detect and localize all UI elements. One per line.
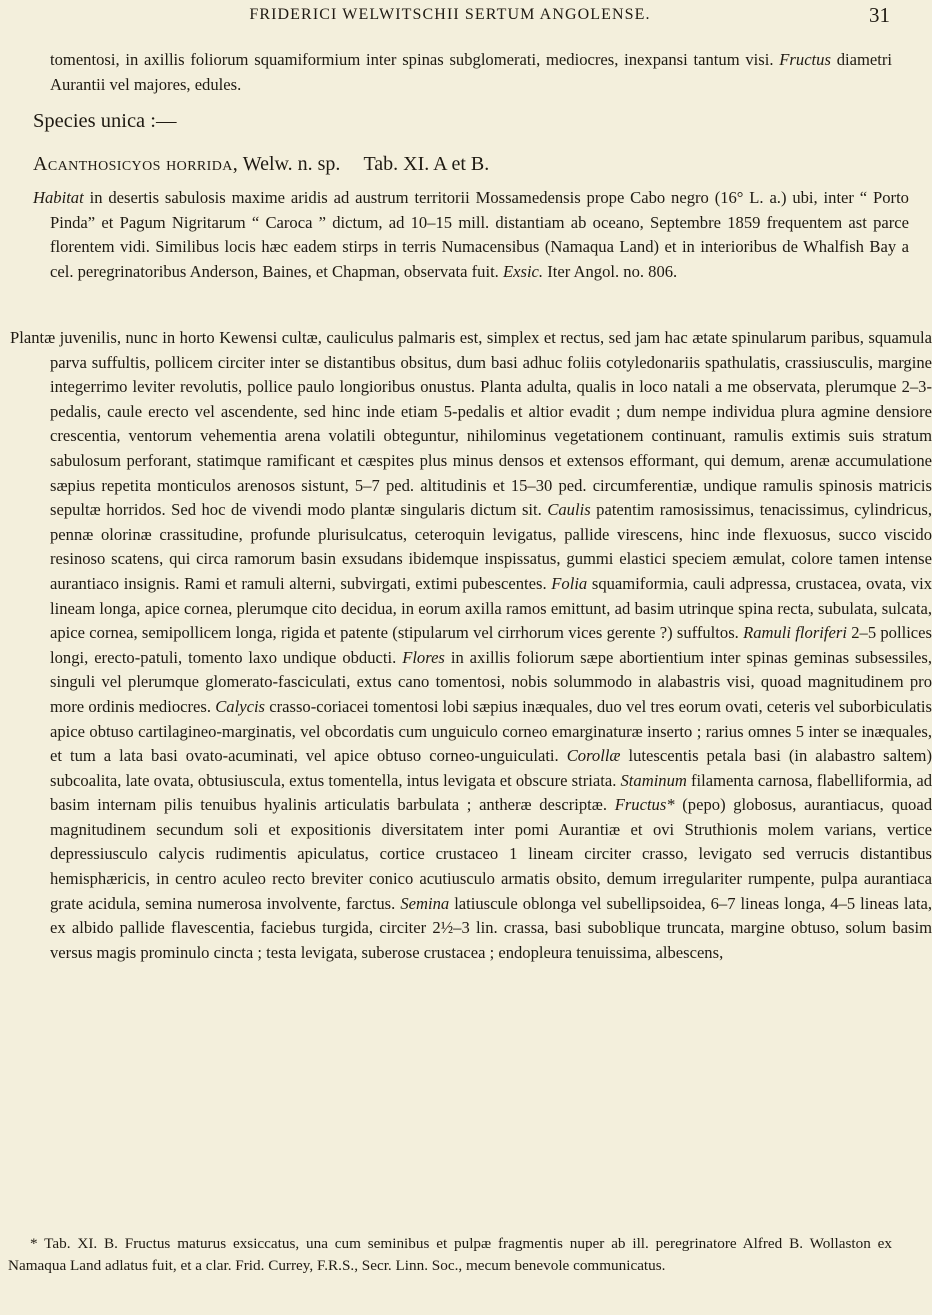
species-heading bbox=[33, 153, 489, 176]
exsic-label: Exsic. bbox=[502, 261, 544, 281]
footnote-rule bbox=[0, 1224, 900, 1225]
calycis-label: Calycis bbox=[215, 696, 266, 716]
caulis-label: Caulis bbox=[547, 500, 591, 520]
footnote: * Tab. XI. B. Fructus maturus exsiccatus, una cum seminibus et pulpæ fragmentis nuper ab ill. peregrinatore Alfred B. Wollaston ex Namaqua Land adlatus fuit, et a clar. Frid. Currey, F.R.S., Secr. Linn. Soc., mecum benevole communicatus. bbox=[8, 1235, 892, 1274]
ramuli-label: Ramuli floriferi bbox=[743, 623, 847, 643]
species-line: Species unica :— bbox=[33, 110, 177, 132]
running-title: FRIDERICI WELWITSCHII SERTUM ANGOLENSE. bbox=[249, 6, 651, 23]
continuation-paragraph bbox=[50, 48, 892, 97]
calycis-text: crasso-coriacei tomentosi lobi sæpius inæquales, duo vel tres eorum ovati, ceteris vel suborbiculatis apice obtuso cartilagineo-marginatis, vel obcordatis cum unguiculo corneo emarginaturæ inserto ; rarius omnes 5 inter se inæquales, et tum a lata basi ovato-acuminati, vel apice obtuso corneo-unguiculati. bbox=[50, 696, 932, 766]
folia-text: squamiformia, cauli adpressa, crustacea, ovata, vix lineam longa, apice cornea, plerumque cito decidua, in eorum axilla ramos emittunt, ad basim utrinque spina recta, subulata, sulcata, apice cornea, semipollicem longa, rigida et patente (stipularum vel cirrhorum vices gerente ?) suffultos. bbox=[50, 573, 932, 643]
exsic-text: Iter Angol. no. 806. bbox=[547, 261, 678, 281]
fructus-pepo-label: Fructus* bbox=[614, 795, 675, 815]
plate-reference: Tab. XI. A et B. bbox=[363, 153, 490, 175]
corollae-label: Corollæ bbox=[566, 746, 621, 766]
flores-label: Flores bbox=[402, 647, 445, 667]
running-head bbox=[0, 3, 900, 28]
staminum-text: filamenta carnosa, flabelliformia, ad basim internam pilis tenuibus hyalinis articulatis barbulata ; antheræ descriptæ. bbox=[50, 770, 932, 815]
description-text: Plantæ juvenilis, nunc in horto Kewensi cultæ, cauliculus palmaris est, simplex et rectus, sed jam hac ætate spinularum paribus, squamula parva suffultis, pollicem circiter inter se distantibus obsitus, dum basi adhuc foliis cotyledonariis spathulatis, crassiusculis, margine integerrimo leviter revolutis, pollice paulo longioribus onustus. Planta adulta, qualis in loco natali a me observata, plerumque 2–3-pedalis, caule erecto vel ascendente, sed hinc inde etiam 5-pedalis et altior evadit ; dum nempe individua plura agmine densiore crescentia, ventorum vehementia arena volatili obteguntur, nihilominus vegetationem continuant, ramulis extimis suis stratum sabulosum perforant, statimque ramificant et cæspites plus minus densos et extensos efformant, qui demum, arenæ accumulatione sæpius repetita monticulos arenosos sistunt, 5–7 ped. altitudinis et 15–30 ped. circumferentiæ, undique ramulis spinosis matricis sepultæ horridos. Sed hoc de vivendi modo plantæ singularis dictum sit. bbox=[10, 328, 932, 520]
ramuli-text: 2–5 pollices longi, erecto-patuli, tomento laxo undique obducti. bbox=[50, 623, 932, 667]
flores-text: in axillis foliorum sæpe abortientium inter spinas geminas subsessiles, singuli vel plerumque glomerato-fasciculati, extus cano tomentosi, nobis solummodo in alabastris visi, quoad magnitudinem pro more ordinis mediocres. bbox=[50, 647, 932, 716]
habitat-label: Habitat bbox=[33, 188, 84, 207]
caulis-text: patentim ramosissimus, tenacissimus, cylindricus, pennæ olorinæ crassitudine, profunde plurisulcatus, ceteroquin levigatus, pallide virescens, hinc inde flexuosus, succo viscido resinoso scatens, qui circa ramorum basin exsudans ibidemque inspissatus, gummi elastici speciem æmulat, colore tamen intense aurantiaco insignis. Rami et ramuli alterni, subvirgati, extimi pubescentes. bbox=[50, 500, 932, 593]
habitat-paragraph bbox=[33, 186, 909, 284]
continuation-text-end: diametri Aurantii vel majores, edules. bbox=[50, 50, 892, 94]
page-number: 31 bbox=[869, 3, 890, 27]
fructus-label: Fructus bbox=[779, 50, 831, 69]
habitat-text: in desertis sabulosis maxime aridis ad austrum territorii Mossamedensis prope Cabo negro (16° L. a.) ubi, inter “ Porto Pinda” et Pagum Nigritarum “ Caroca ” dictum, ad 10–15 mill. distantiam ab oceano, Septembre 1859 frequentem ast parce florentem vidi. Similibus locis hæc eadem stirps in terris Numacensibus (Namaqua Land) et in interioribus de Whalfish Bay a cel. peregrinatoribus Anderson, Baines, et Chapman, observata fuit. bbox=[50, 188, 909, 281]
staminum-label: Staminum bbox=[620, 770, 687, 790]
semina-text: latiuscule oblonga vel subellipsoidea, 6–7 lineas longa, 4–5 lineas lata, ex albido pallide flavescentia, faciebus turgida, circiter 2½–3 lin. crassa, basi suboblique truncata, margine obtuso, solum basim versus magis prominulo cincta ; testa levigata, suberose crustacea ; endopleura tenuissima, albescens, bbox=[50, 893, 932, 962]
description-paragraph bbox=[10, 326, 932, 965]
semina-label: Semina bbox=[400, 893, 450, 913]
species-author: Welw. n. sp. bbox=[242, 153, 341, 175]
genus-name: Acanthosicyos horrida, bbox=[33, 153, 239, 175]
fructus-text: (pepo) globosus, aurantiacus, quoad magnitudinem secundum soli et expositionis diversitatem inter pomi Aurantiæ et ovi Struthionis molem varians, vertice depressiusculo calycis rudimentis apiculatus, cortice crustaceo 1 lineam circiter crasso, levigato sed verrucis distantibus hemisphæricis, in centro aculeo recto breviter conico acutiusculo armatis obsito, demum irregulariter rumpente, pulpa aurantiaca grate acidula, semina numerosa involvente, farctus. bbox=[50, 795, 932, 913]
continuation-text: tomentosi, in axillis foliorum squamiformium inter spinas subglomerati, mediocres, inexpansi tantum visi. bbox=[50, 50, 774, 69]
corollae-text: lutescentis petala basi (in alabastro saltem) subcoalita, late ovata, obtusiuscula, extus tomentella, intus levigata et obscure striata. bbox=[50, 746, 932, 790]
folia-label: Folia bbox=[551, 573, 588, 593]
